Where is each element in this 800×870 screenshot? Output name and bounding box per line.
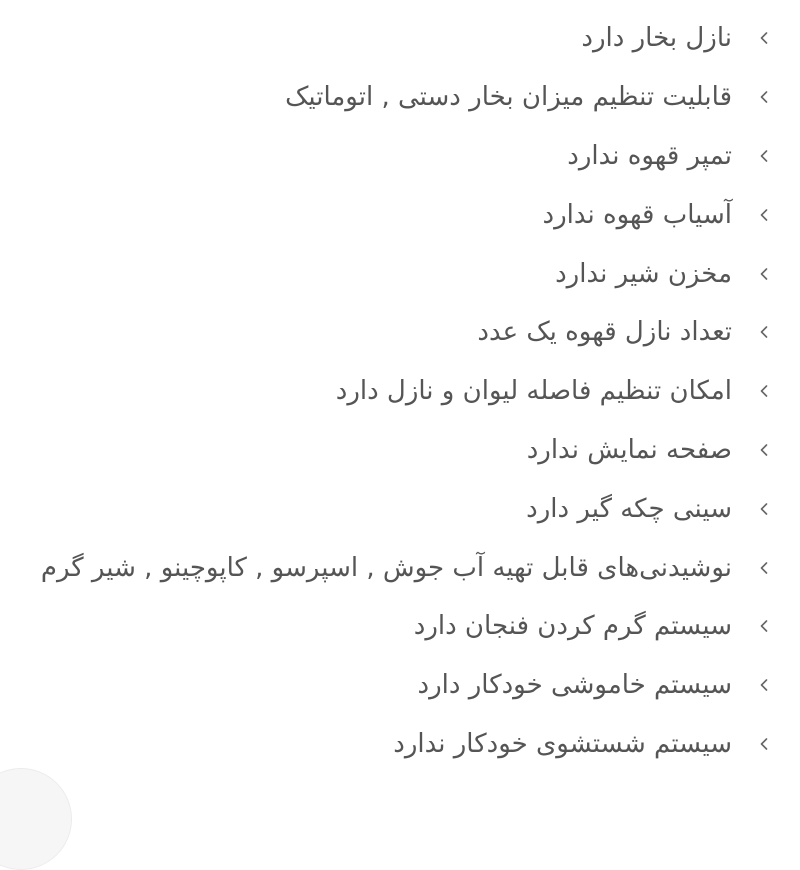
spec-item-steam-nozzle[interactable] bbox=[0, 9, 800, 68]
spec-item-label: قابلیت تنظیم میزان بخار دستی , اتوماتیک bbox=[285, 82, 732, 113]
spec-item-label: سیستم شستشوی خودکار ندارد bbox=[393, 728, 732, 759]
chevron-left-icon bbox=[758, 383, 770, 399]
spec-list bbox=[0, 9, 800, 773]
spec-item-label: سیستم گرم کردن فنجان دارد bbox=[413, 611, 732, 642]
chevron-left-icon bbox=[758, 560, 770, 576]
spec-item-auto-off[interactable] bbox=[0, 656, 800, 715]
spec-item-label: تعداد نازل قهوه یک عدد bbox=[477, 317, 732, 348]
spec-item-label: آسیاب قهوه ندارد bbox=[542, 199, 732, 230]
chevron-left-icon bbox=[758, 30, 770, 46]
chevron-left-icon bbox=[758, 677, 770, 693]
spec-item-beverages[interactable] bbox=[0, 538, 800, 597]
spec-item-coffee-nozzle-count[interactable] bbox=[0, 303, 800, 362]
chevron-left-icon bbox=[758, 736, 770, 752]
spec-item-coffee-grinder[interactable] bbox=[0, 185, 800, 244]
spec-item-label: نوشیدنی‌های قابل تهیه آب جوش , اسپرسو , کاپوچینو , شیر گرم bbox=[40, 552, 732, 583]
chevron-left-icon bbox=[758, 207, 770, 223]
spec-item-label: امکان تنظیم فاصله لیوان و نازل دارد bbox=[335, 376, 732, 407]
spec-item-label: سیستم خاموشی خودکار دارد bbox=[417, 670, 732, 701]
chevron-left-icon bbox=[758, 501, 770, 517]
spec-item-label: تمپر قهوه ندارد bbox=[567, 140, 732, 171]
spec-item-milk-tank[interactable] bbox=[0, 244, 800, 303]
spec-item-label: مخزن شیر ندارد bbox=[555, 258, 732, 289]
spec-item-auto-clean[interactable] bbox=[0, 715, 800, 774]
chevron-left-icon bbox=[758, 89, 770, 105]
chevron-left-icon bbox=[758, 324, 770, 340]
spec-item-drip-tray[interactable] bbox=[0, 479, 800, 538]
spec-item-label: سینی چکه گیر دارد bbox=[526, 493, 732, 524]
chevron-left-icon bbox=[758, 618, 770, 634]
spec-item-display[interactable] bbox=[0, 421, 800, 480]
spec-item-cup-distance[interactable] bbox=[0, 362, 800, 421]
spec-item-label: صفحه نمایش ندارد bbox=[526, 434, 732, 465]
spec-item-label: نازل بخار دارد bbox=[581, 23, 732, 54]
spec-item-cup-warmer[interactable] bbox=[0, 597, 800, 656]
chevron-left-icon bbox=[758, 148, 770, 164]
chevron-left-icon bbox=[758, 266, 770, 282]
corner-decoration bbox=[0, 768, 72, 870]
spec-item-coffee-tamper[interactable] bbox=[0, 127, 800, 186]
chevron-left-icon bbox=[758, 442, 770, 458]
spec-item-steam-adjustment[interactable] bbox=[0, 68, 800, 127]
